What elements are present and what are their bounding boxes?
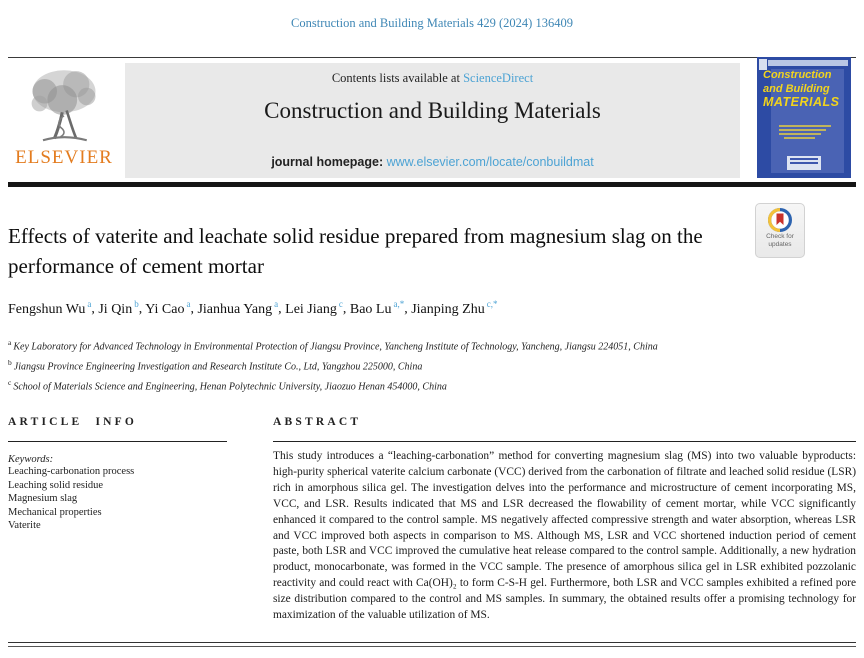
cover-title-line1: Construction bbox=[763, 69, 832, 81]
journal-cover-thumbnail[interactable] bbox=[757, 57, 851, 178]
keyword-item: Mechanical properties bbox=[8, 506, 102, 518]
article-info-heading: ARTICLE INFO bbox=[8, 416, 138, 428]
author-list: Fengshun Wu $^a$, Ji Qin $^b$, Yi Cao $^a$, Jianhua Yang $^a$, Lei Jiang $^c$, Bao Lu $^{a,*}$, Jianping Zhu $^{c,*}$ bbox=[8, 299, 498, 317]
article-info-rule bbox=[8, 441, 227, 442]
cover-title-line3: MATERIALS bbox=[763, 95, 840, 109]
author: Ji Qin $^b$ bbox=[98, 299, 139, 317]
cover-footer-box bbox=[787, 156, 821, 170]
keyword-item: Vaterite bbox=[8, 520, 41, 532]
elsevier-wordmark: ELSEVIER bbox=[15, 147, 113, 168]
abstract-text: This study introduces a “leaching-carbonation” method for converting magnesium slag (MS) into two valuable byproducts: high-purity spherical vaterite calcium carbonate (VCC) derived from the carbonation of filtrate and leached solid residue (LSR) rich in amorphous silica gel. The investigation delves into the performance and microstructure of cement incorporating MS, VCC, and LSR. Results indicated that MS and LSR decreased the flowability of cement mortar, while VCC significantly enhanced it compared to the control sample. MS negatively affected compressive strength and water absorption, whereas LSR and VCC improved both aspects in comparison to MS. Although MS, LSR and VCC shortened induction period of cement paste, both LSR and VCC improved the cumulative heat release compared to the control sample. Additionally, a new hydration product, monocarbonate, was formed in the VCC sample. The presence of amorphous silica gel in LSR exhibited pozzolanic reactivity and could react with Ca(OH)₂ to form C-S-H gel. Furthermore, both LSR and VCC samples exhibited a refined pore size distribution compared to the control and MS samples. In summary, the obtained results offer a promising technology for maximization of the valuable utilization of MS. bbox=[273, 450, 856, 622]
top-rule bbox=[8, 57, 856, 58]
keyword-item: Leaching-carbonation process bbox=[8, 466, 135, 477]
keyword-list bbox=[8, 465, 227, 533]
cover-fine-print bbox=[779, 125, 831, 141]
article-title: Effects of vaterite and leachate solid residue prepared from magnesium slag on the performance of cement mortar bbox=[8, 224, 703, 278]
header-divider bbox=[8, 182, 856, 187]
article-info-section bbox=[8, 416, 227, 533]
homepage-label: journal homepage: bbox=[271, 155, 384, 169]
keywords-label: Keywords: bbox=[8, 454, 54, 465]
badge-text bbox=[756, 233, 804, 248]
footer-rule-top bbox=[8, 642, 856, 643]
contents-text: Contents lists available at bbox=[331, 71, 460, 85]
abstract-section bbox=[273, 416, 856, 624]
homepage-line bbox=[125, 155, 740, 169]
author: Lei Jiang $^c$ bbox=[285, 299, 343, 317]
cover-title bbox=[763, 69, 849, 110]
abstract-heading: ABSTRACT bbox=[273, 416, 362, 428]
author: Yi Cao $^a$ bbox=[145, 299, 191, 317]
crossmark-icon bbox=[767, 207, 793, 233]
author: Bao Lu $^{a,*}$ bbox=[349, 299, 405, 317]
affiliation: $^c$ School of Materials Science and Engineering, Henan Polytechnic University, Jiaozuo Henan 454000, China bbox=[8, 378, 447, 393]
sciencedirect-link[interactable]: ScienceDirect bbox=[463, 71, 534, 85]
badge-text-line2: updates bbox=[768, 240, 792, 248]
elsevier-tree-icon bbox=[20, 65, 108, 149]
keyword-item: Magnesium slag bbox=[8, 493, 78, 505]
homepage-url-link[interactable]: www.elsevier.com/locate/conbuildmat bbox=[386, 155, 594, 169]
check-for-updates-badge[interactable] bbox=[755, 203, 805, 258]
journal-citation-link[interactable]: Construction and Building Materials 429 (2024) 136409 bbox=[291, 16, 573, 30]
contents-line bbox=[125, 63, 740, 86]
cover-title-line2: and Building bbox=[763, 82, 830, 95]
cover-topbar bbox=[768, 60, 848, 66]
journal-header-panel bbox=[125, 63, 740, 178]
elsevier-logo bbox=[8, 63, 120, 178]
footer-rule-bottom bbox=[8, 646, 856, 647]
keyword-item: Leaching solid residue bbox=[8, 479, 104, 491]
affiliation: $^a$ Key Laboratory for Advanced Technology in Environmental Protection of Jiangsu Province, Yancheng Institute of Technology, Yancheng, Jiangsu 224051, China bbox=[8, 338, 658, 353]
author: Jianping Zhu $^{c,*}$ bbox=[411, 299, 498, 317]
journal-title: Construction and Building Materials bbox=[264, 98, 601, 123]
author: Jianhua Yang $^a$ bbox=[197, 299, 279, 317]
badge-text-line1: Check for bbox=[766, 233, 794, 240]
author: Fengshun Wu $^a$ bbox=[8, 299, 92, 317]
abstract-rule bbox=[273, 441, 856, 442]
affiliation: $^b$ Jiangsu Province Engineering Investigation and Research Institute Co., Ltd, Yangzhou 225000, China bbox=[8, 358, 423, 373]
affiliation-list bbox=[8, 335, 856, 395]
